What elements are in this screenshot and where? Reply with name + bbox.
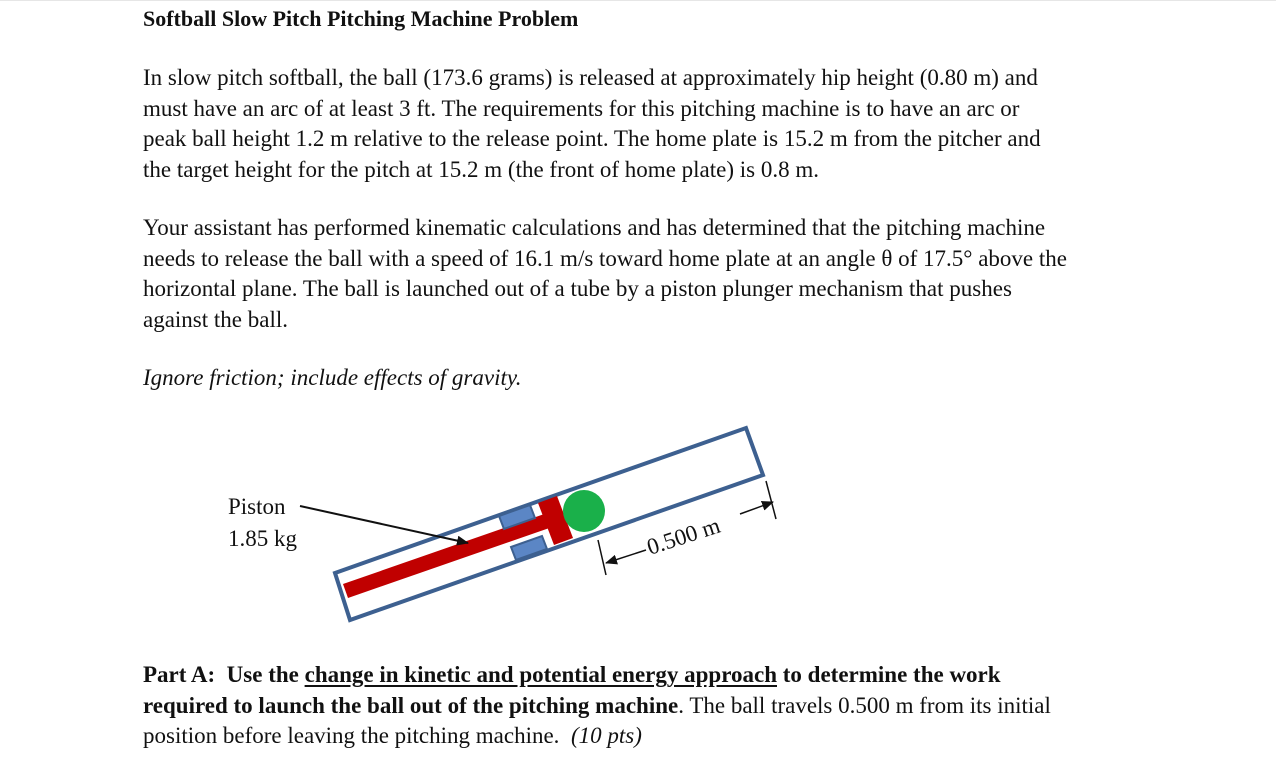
piston-mass-label: 1.85 kg	[228, 526, 297, 551]
part-a-line3: position before leaving the pitching machine.	[143, 723, 560, 748]
dimension-arrow-left	[606, 550, 646, 563]
piston-pointer-arrow	[300, 506, 468, 543]
dimension-arrow-right	[740, 502, 773, 514]
part-a-emphasis: change in kinetic and potential energy approach	[304, 662, 777, 687]
assistant-line: needs to release the ball with a speed of 16.1 m/s toward home plate at an angle θ of 17.5° above the	[143, 245, 1067, 271]
problem-title: Softball Slow Pitch Pitching Machine Problem	[143, 6, 579, 31]
softball	[563, 490, 605, 532]
intro-line: must have an arc of at least 3 ft. The requirements for this pitching machine is to have an arc or	[143, 95, 1020, 121]
piston-label: Piston	[228, 494, 286, 519]
dimension-tick-left	[598, 540, 606, 575]
part-a-label: Part A:	[143, 662, 216, 687]
part-a-line2-bold: required to launch the ball out of the pitching machine	[143, 692, 679, 718]
intro-line: the target height for the pitch at 15.2 m (the front of home plate) is 0.8 m.	[143, 156, 819, 182]
part-a-points: (10 pts)	[570, 723, 642, 748]
part-a-question	[143, 660, 1051, 752]
assistant-line: against the ball.	[143, 306, 288, 332]
part-a-line2-rest: . The ball travels 0.500 m from its initial	[678, 692, 1051, 718]
part-a-line-1	[143, 660, 1051, 691]
distance-label: 0.500 m	[643, 512, 724, 560]
assistant-line: Your assistant has performed kinematic calculations and has determined that the pitching machine	[143, 215, 1046, 240]
part-a-line-2	[143, 691, 1051, 722]
part-a-rest: to determine the work	[782, 662, 1001, 687]
assumption-note: Ignore friction; include effects of gravity.	[143, 365, 522, 390]
assistant-line: horizontal plane. The ball is launched out of a tube by a piston plunger mechanism that pushes	[143, 276, 1012, 301]
part-a-lead: Use the	[226, 662, 299, 687]
part-a-line-3	[143, 721, 1051, 752]
intro-line: In slow pitch softball, the ball (173.6 grams) is released at approximately hip height (0.80 m) and	[143, 65, 1038, 90]
dimension-tick-right	[766, 481, 776, 519]
intro-line: peak ball height 1.2 m relative to the release point. The home plate is 15.2 m from the pitcher and	[143, 126, 1041, 151]
